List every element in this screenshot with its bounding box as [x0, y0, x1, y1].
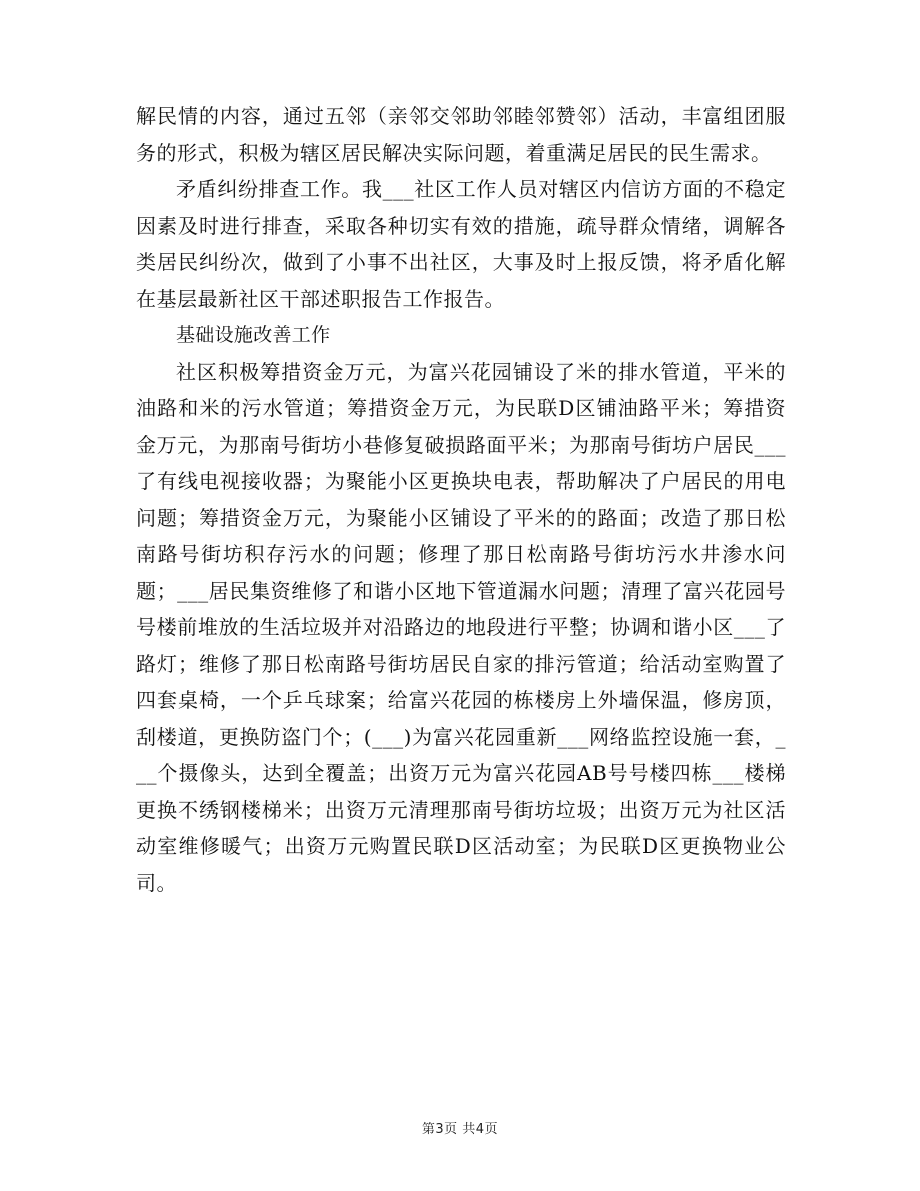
paragraph-community-service: 解民情的内容，通过五邻（亲邻交邻助邻睦邻赞邻）活动，丰富组团服务的形式，积极为辖区居民解决实际问题，着重满足居民的民生需求。: [136, 104, 786, 165]
page-number-footer: 第3页 共4页: [421, 1122, 499, 1137]
paragraph-dispute-investigation: 矛盾纠纷排查工作。我___社区工作人员对辖区内信访方面的不稳定因素及时进行排查，采取各种切实有效的措施，疏导群众情绪，调解各类居民纠纷次，做到了小事不出社区，大事及时上报反馈，将矛盾化解在基层最新社区干部述职报告工作报告。: [136, 177, 786, 311]
section-heading-infrastructure: 基础设施改善工作: [176, 324, 331, 346]
paragraph-infrastructure-details: 社区积极筹措资金万元，为富兴花园铺设了米的排水管道，平米的油路和米的污水管道；筹措资金万元，为民联D区铺油路平米；筹措资金万元，为那南号街坊小巷修复破损路面平米；为那南号街坊户居民___了有线电视接收器；为聚能小区更换块电表，帮助解决了户居民的用电问题；筹措资金万元，为聚能小区铺设了平米的的路面；改造了那日松南路号街坊积存污水的问题；修理了那日松南路号街坊污水井渗水问题；___居民集资维修了和谐小区地下管道漏水问题；清理了富兴花园号号楼前堆放的生活垃圾并对沿路边的地段进行平整；协调和谐小区___了路灯；维修了那日松南路号街坊居民自家的排污管道；给活动室购置了四套桌椅，一个乒乓球案；给富兴花园的栋楼房上外墙保温，修房顶，刮楼道，更换防盗门个；(___)为富兴花园重新___网络监控设施一套，___个摄像头，达到全覆盖；出资万元为富兴花园AB号号楼四栋___楼梯更换不绣钢楼梯米；出资万元清理那南号街坊垃圾；出资万元为社区活动室维修暖气；出资万元购置民联D区活动室；为民联D区更换物业公司。: [136, 359, 786, 895]
document-body: [136, 98, 786, 901]
